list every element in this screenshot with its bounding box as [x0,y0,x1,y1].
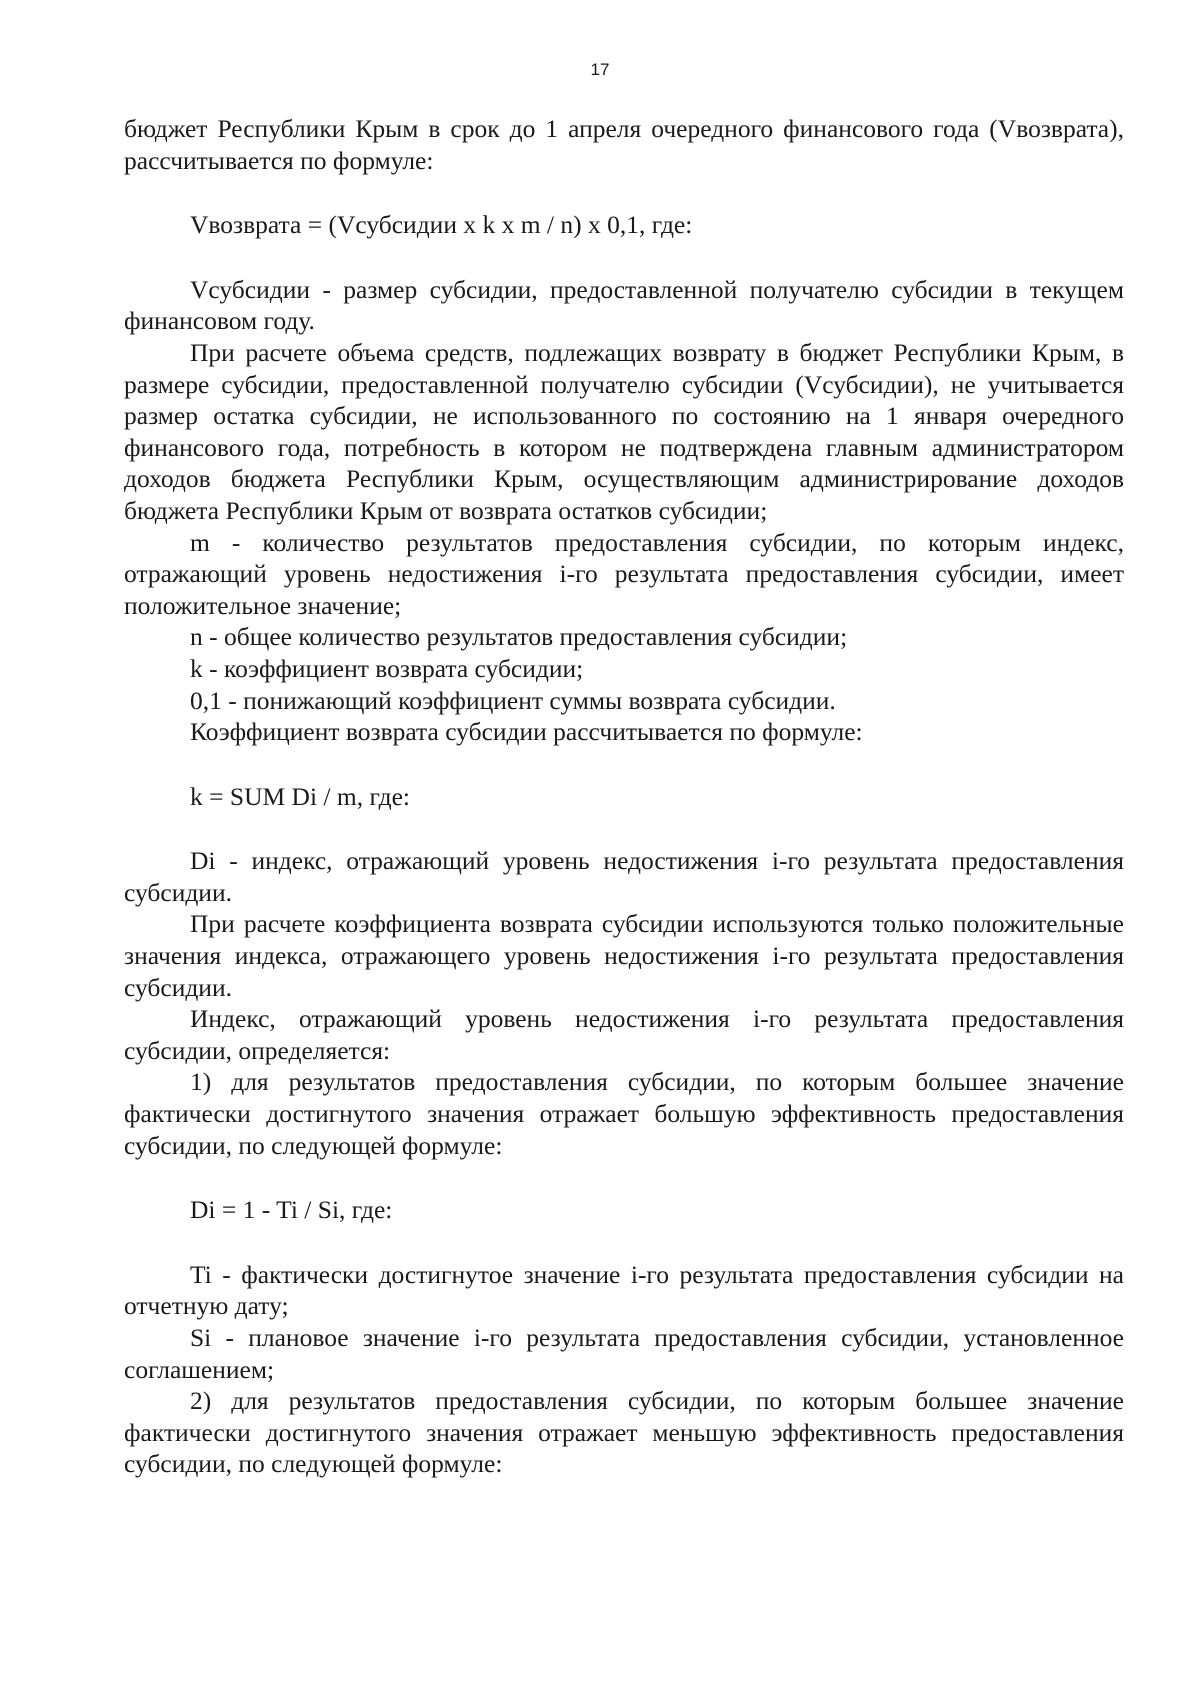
paragraph: m - количество результатов предоставления субсидии, по которым индекс, отражающий уровень недостижения i-го результата предоставления субсидии, имеет положительное значение; [124,527,1124,620]
paragraph: Di - индекс, отражающий уровень недостижения i-го результата предоставления субсидии. [124,846,1124,907]
document-body [124,113,1124,1480]
paragraph: Коэффициент возврата субсидии рассчитывается по формуле: [190,717,863,747]
paragraph: При расчете объема средств, подлежащих возврату в бюджет Республики Крым, в размере субсидии, предоставленной получателю субсидии (Vсубсидии), не учитывается размер остатка субсидии, не использованного по состоянию на 1 января очередного финансового года, потребность в котором не подтверждена главным администратором доходов бюджета Республики Крым, осуществляющим администрирование доходов бюджета Республики Крым от возврата остатков субсидии; [124,337,1124,525]
paragraph: бюджет Республики Крым в срок до 1 апреля очередного финансового года (Vвозврата), рассчитывается по формуле: [124,114,1124,175]
paragraph: 1) для результатов предоставления субсидии, по которым большее значение фактически достигнутого значения отражает большую эффективность предоставления субсидии, по следующей формуле: [124,1067,1124,1160]
paragraph: 0,1 - понижающий коэффициент суммы возврата субсидии. [190,685,836,715]
formula-k: k = SUM Di / m, где: [190,781,411,811]
formula-v-return: Vвозврата = (Vсубсидии x k x m / n) x 0,1, где: [190,210,693,240]
paragraph: Ti - фактически достигнутое значение i-го результата предоставления субсидии на отчетную дату; [124,1259,1124,1321]
paragraph: 2) для результатов предоставления субсидии, по которым большее значение фактически достигнутого значения отражает меньшую эффективность предоставления субсидии, по следующей формуле: [124,1386,1124,1479]
paragraph: n - общее количество результатов предоставления субсидии; [190,622,848,652]
paragraph: k - коэффициент возврата субсидии; [190,653,584,683]
paragraph: Si - плановое значение i-го результата предоставления субсидии, установленное соглашением; [124,1323,1124,1384]
formula-di: Di = 1 - Ti / Si, где: [190,1195,393,1225]
page-number: 17 [590,60,610,79]
paragraph: Индекс, отражающий уровень недостижения i-го результата предоставления субсидии, определяется: [124,1004,1124,1065]
paragraph: Vсубсидии - размер субсидии, предоставленной получателю субсидии в текущем финансовом году. [124,274,1124,336]
paragraph: При расчете коэффициента возврата субсидии используются только положительные значения индекса, отражающего уровень недостижения i-го результата предоставления субсидии. [124,909,1124,1002]
